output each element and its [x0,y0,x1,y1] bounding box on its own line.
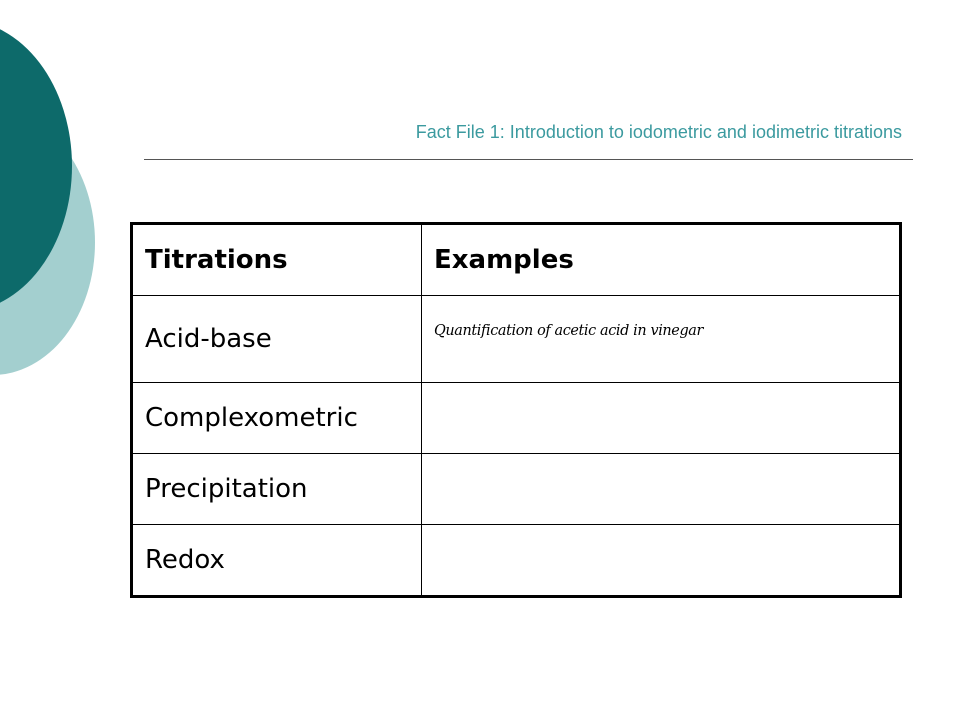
header-titrations: Titrations [132,224,422,296]
example-handwritten-text: Quantification of acetic acid in vinegar [434,321,703,339]
example-cell [422,454,901,525]
titration-cell: Acid-base [132,296,422,383]
titration-cell: Precipitation [132,454,422,525]
titrations-table [130,222,902,598]
example-cell [422,296,901,383]
example-cell [422,383,901,454]
slide-title: Fact File 1: Introduction to iodometric and iodimetric titrations [415,122,902,142]
header-examples: Examples [422,224,901,296]
titration-cell: Redox [132,525,422,597]
example-cell [422,525,901,597]
table-row [132,454,901,525]
table-row [132,525,901,597]
table-header-row [132,224,901,296]
table-row [132,383,901,454]
title-divider [144,159,913,160]
table-row [132,296,901,383]
titration-cell: Complexometric [132,383,422,454]
